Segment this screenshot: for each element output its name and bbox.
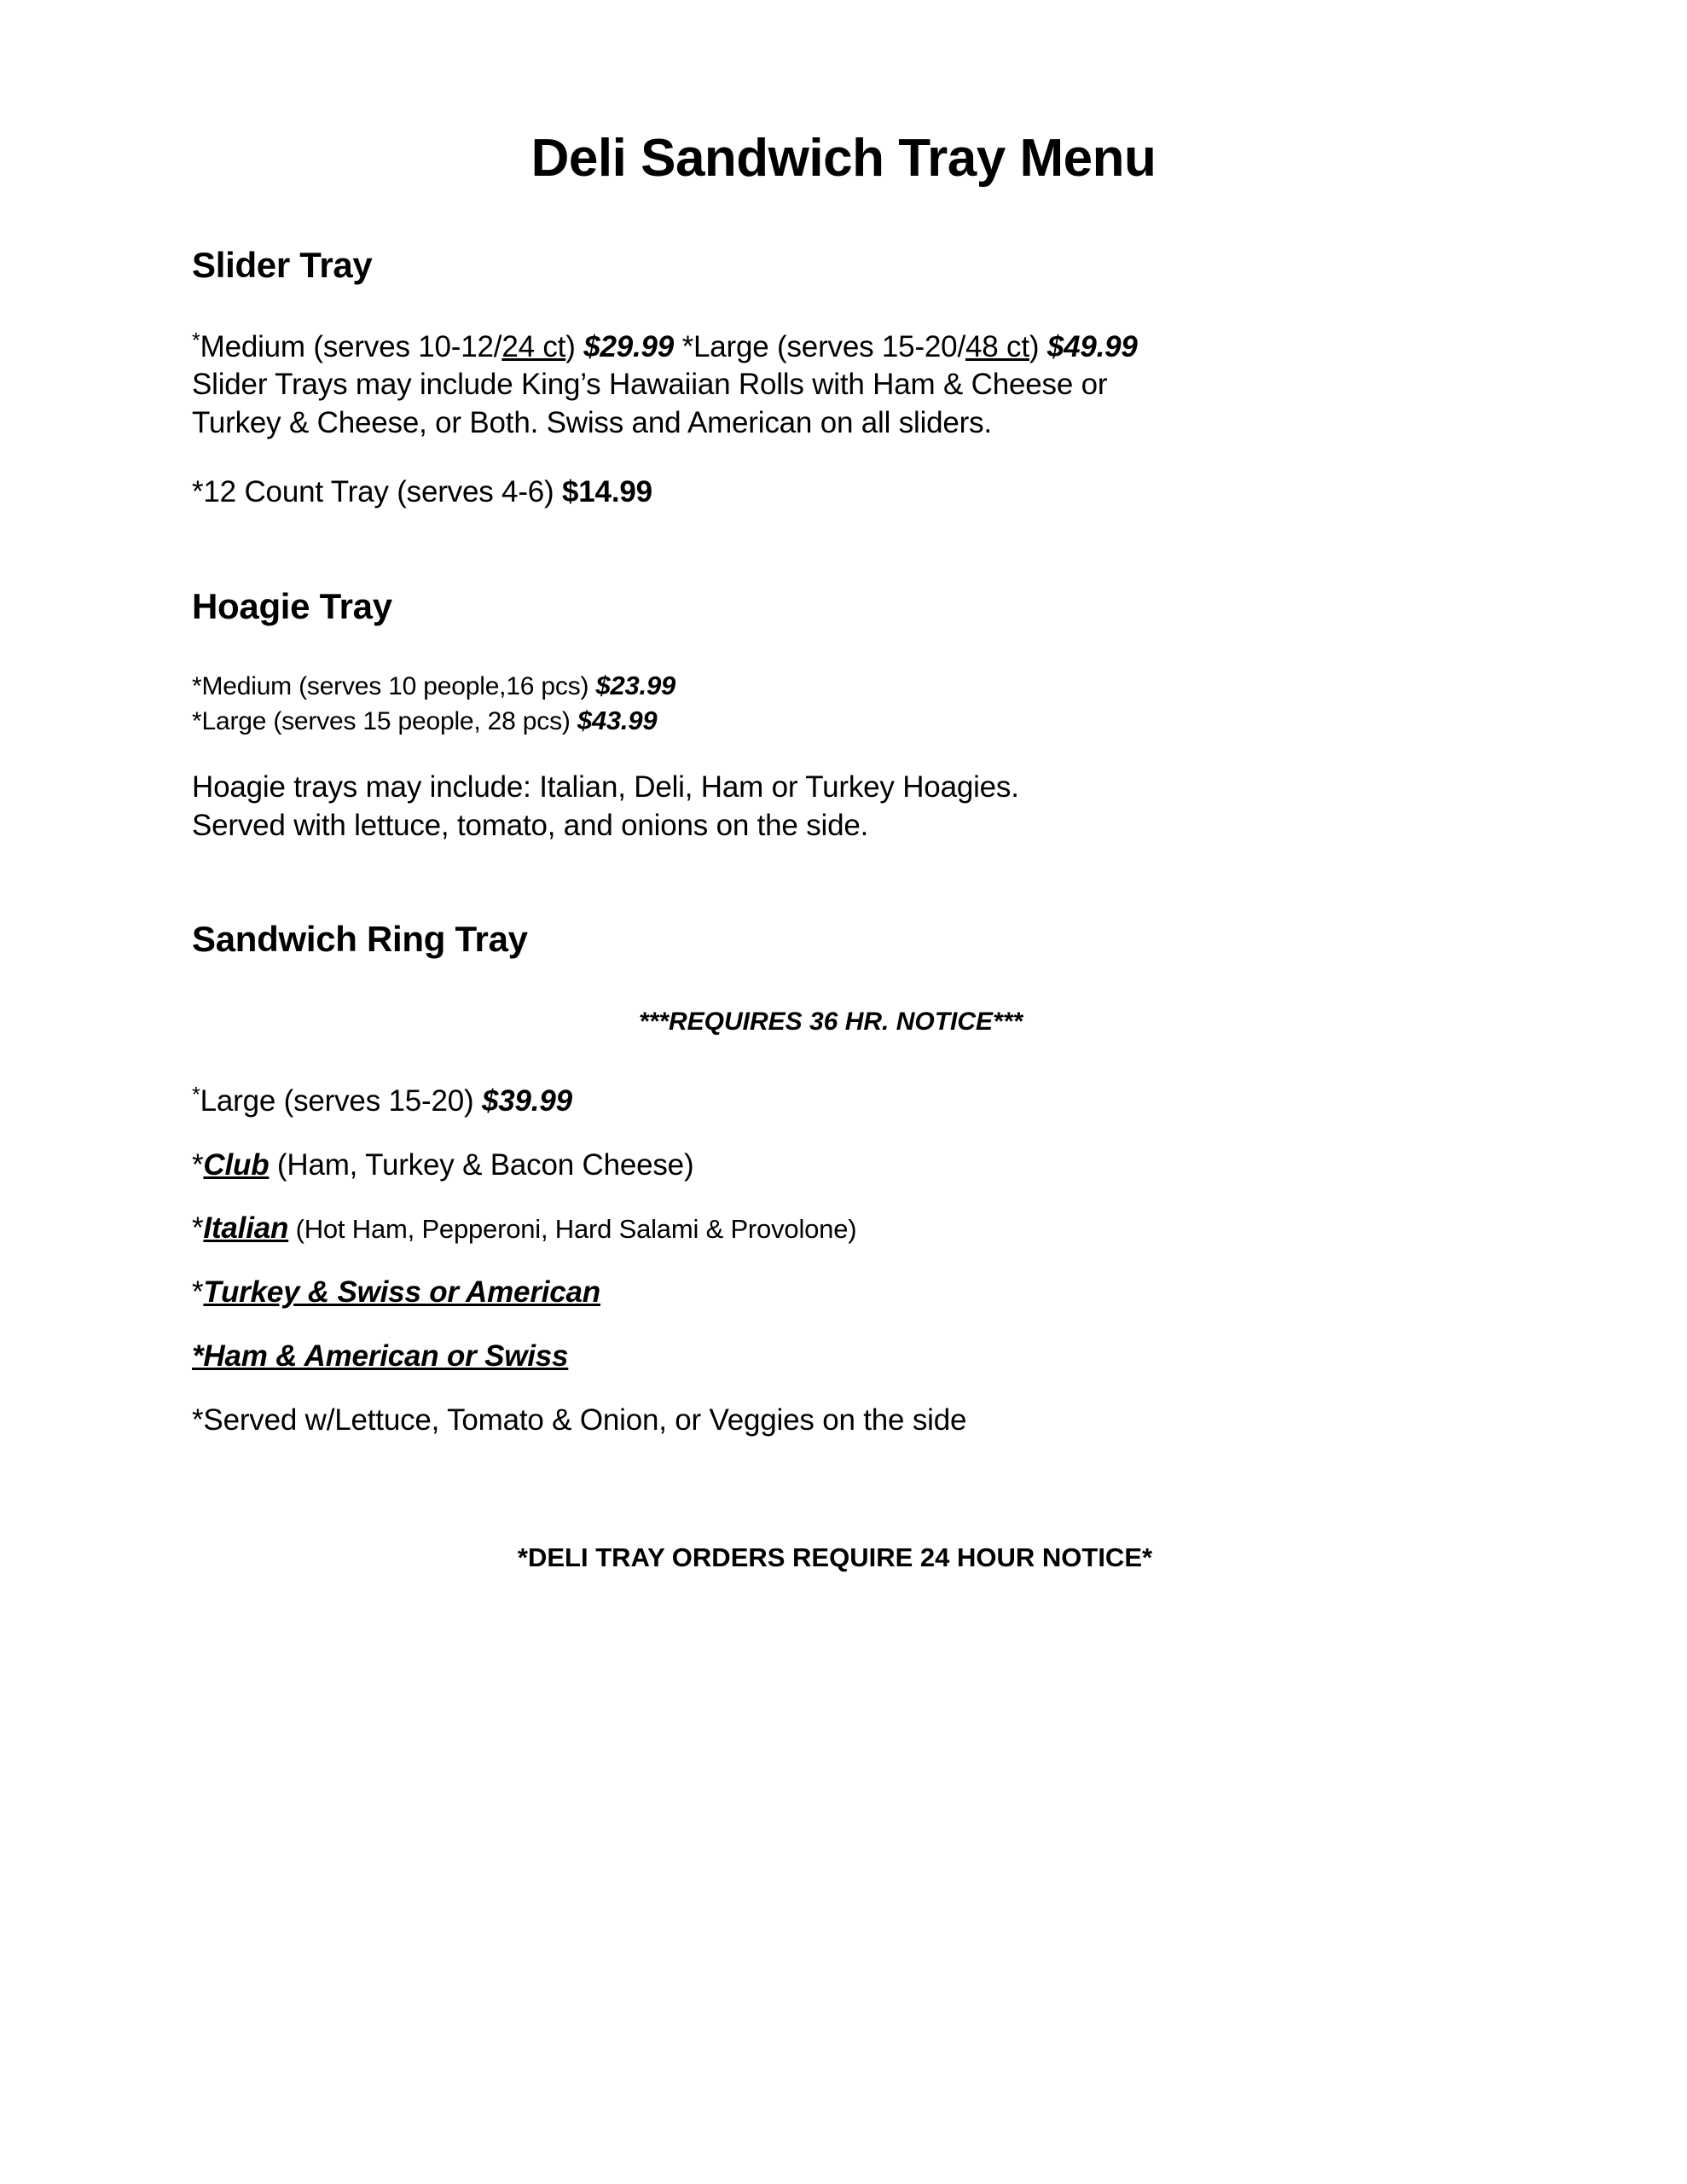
- slider-tray-description-line-1: Slider Trays may include King’s Hawaiian Rolls with Ham & Cheese or: [192, 368, 1108, 402]
- ring-option-turkey-star: *: [192, 1275, 204, 1310]
- section-heading-sandwich-ring-tray: Sandwich Ring Tray: [192, 919, 528, 960]
- section-heading-hoagie-tray: Hoagie Tray: [192, 585, 392, 626]
- slider-12-count-price: $14.99: [562, 475, 652, 509]
- ring-option-italian-star: *: [192, 1211, 204, 1246]
- sandwich-ring-large-star: *: [192, 1083, 200, 1107]
- sandwich-ring-large-line: [192, 1083, 1495, 1121]
- hoagie-tray-description-line-2: Served with lettuce, tomato, and onions on the side.: [192, 808, 869, 842]
- section-heading-slider-tray: Slider Tray: [192, 245, 373, 286]
- footer-notice: *DELI TRAY ORDERS REQUIRE 24 HOUR NOTICE*: [517, 1542, 1153, 1572]
- slider-medium-close: ): [565, 329, 584, 363]
- ring-option-italian-detail: (Hot Ham, Pepperoni, Hard Salami & Provolone): [288, 1214, 857, 1245]
- ring-option-italian: [192, 1210, 1495, 1248]
- hoagie-medium-line: [192, 669, 1495, 703]
- sandwich-ring-notice: ***REQUIRES 36 HR. NOTICE***: [638, 1007, 1023, 1036]
- sandwich-ring-large-label: Large (serves 15-20): [200, 1083, 483, 1118]
- ring-option-turkey-swiss-american: [192, 1274, 1495, 1312]
- hoagie-medium-price: $23.99: [595, 671, 676, 701]
- ring-option-turkey-name: Turkey & Swiss or American: [203, 1275, 600, 1310]
- slider-12-count-label: *12 Count Tray (serves 4-6): [192, 475, 563, 509]
- ring-option-club-star: *: [192, 1147, 204, 1182]
- slider-large-close: ): [1029, 329, 1047, 363]
- slider-large-label: Large (serves 15-20/: [693, 329, 965, 363]
- slider-large-star: *: [674, 329, 694, 363]
- slider-large-price: $49.99: [1046, 329, 1138, 363]
- slider-medium-label: Medium (serves 10-12/: [200, 329, 502, 363]
- slider-large-count: 48 ct: [965, 329, 1029, 363]
- slider-medium-count: 24 ct: [501, 329, 566, 363]
- hoagie-large-line: [192, 704, 1495, 738]
- ring-option-ham-american-swiss: [192, 1338, 1495, 1376]
- ring-option-club: [192, 1147, 1495, 1185]
- ring-served-note: *Served w/Lettuce, Tomato & Onion, or Veggies on the side: [192, 1403, 967, 1437]
- slider-tray-description-line-2: Turkey & Cheese, or Both. Swiss and American on all sliders.: [192, 406, 992, 440]
- ring-option-italian-name: Italian: [203, 1211, 289, 1246]
- ring-option-club-name: Club: [203, 1147, 270, 1182]
- ring-option-ham-star: *: [192, 1339, 204, 1374]
- hoagie-large-label: *Large (serves 15 people, 28 pcs): [192, 706, 577, 735]
- ring-option-club-detail: (Ham, Turkey & Bacon Cheese): [269, 1147, 694, 1182]
- ring-option-ham-name: Ham & American or Swiss: [203, 1339, 569, 1374]
- hoagie-medium-label: *Medium (serves 10 people,16 pcs): [192, 672, 596, 701]
- hoagie-large-price: $43.99: [577, 705, 658, 735]
- sandwich-ring-large-price: $39.99: [482, 1083, 572, 1118]
- slider-medium-star: *: [192, 328, 200, 353]
- hoagie-tray-description-line-1: Hoagie trays may include: Italian, Deli, Ham or Turkey Hoagies.: [192, 770, 1019, 804]
- page-title: Deli Sandwich Tray Menu: [530, 129, 1157, 188]
- slider-medium-price: $29.99: [583, 329, 675, 363]
- slider-tray-12-count-line: [192, 473, 1495, 512]
- slider-tray-pricing-line: [192, 328, 1495, 367]
